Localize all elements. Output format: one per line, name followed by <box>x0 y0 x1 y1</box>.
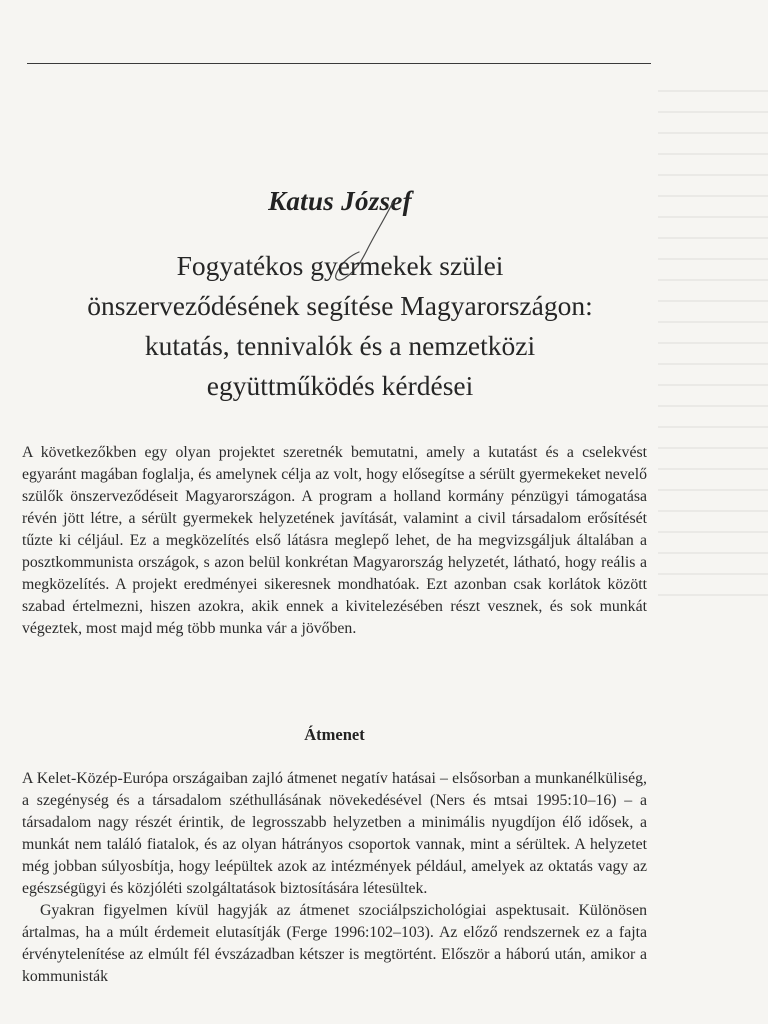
section-heading: Átmenet <box>304 725 365 744</box>
abstract-paragraph: A következőkben egy olyan projektet szeretnék bemutatni, amely a kutatást és a cselekvést egyaránt magában foglalja, és amelynek célja az volt, hogy elősegítse a sérült gyermekeket nevelő szülők önszerveződéseit Magyarországon. A program a holland kormány pénzügyi támogatása révén jött létre, a sérült gyermekek helyzetének javítását, valamint a civil társadalom erősítését tűzte ki céljául. Ez a megközelítés első látásra meglepő lehet, de ha megvizsgáljuk általában a posztkommunista országok, s azon belül konkrétan Magyarország helyzetét, látható, hogy reális a megközelítés. A projekt eredményei sikeresnek mondhatóak. Ezt azonban csak korlátok között szabad értelmezni, hiszen azokra, akik ennek a kivitelezésében részt vesznek, és sok munkát végeztek, most majd még több munka vár a jövőben. <box>22 444 647 637</box>
author-name: Katus József <box>268 186 412 216</box>
header-rule <box>27 63 651 64</box>
title-line-4: együttműködés kérdései <box>206 370 474 401</box>
article-title <box>20 246 660 406</box>
section-paragraph-2: Gyakran figyelmen kívül hagyják az átmenet szociálpszichológiai aspektusait. Különösen ártalmas, ha a múlt érdemeit elutasítják (Ferge 1996:102–103). Az előző rendszernek ez a fajta érvénytelenítése az elmúlt fél évszázadban kétszer is megtörtént. Először a háború után, amikor a kommunisták <box>22 902 647 985</box>
section-paragraph-1: A Kelet-Közép-Európa országaiban zajló átmenet negatív hatásai – elsősorban a munkanélküliség, a szegénység és a társadalom széthullásának növekedésével (Ners és mtsai 1995:10–16) – a társadalom nagy részét érintik, de legrosszabb helyzetben a minimális nyugdíjon élő idősek, a munkát nem találó fiatalok, és az olyan hátrányos csoportok vannak, mint a sérültek. A helyzetet még jobban súlyosbítja, hogy leépültek azok az intézmények például, amelyek az oktatás vagy az egészségügyi és közjóléti szolgáltatások biztosítására létesültek. <box>22 770 647 897</box>
title-line-1: Fogyatékos gyermekek szülei <box>176 250 504 281</box>
bleed-through-text <box>658 90 768 610</box>
title-line-2: önszerveződésének segítése Magyarországon: <box>87 290 593 321</box>
section-body <box>22 768 647 988</box>
title-line-3: kutatás, tennivalók és a nemzetközi <box>144 330 536 361</box>
abstract <box>22 442 647 640</box>
